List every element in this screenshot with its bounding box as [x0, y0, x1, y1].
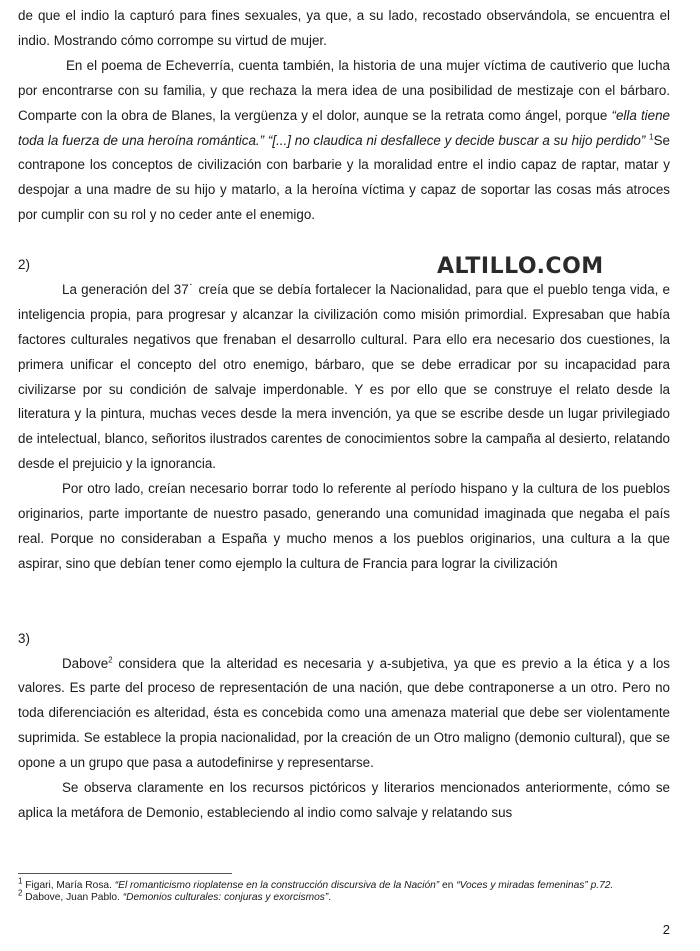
section-number-3: 3) — [18, 630, 30, 646]
footnote-1-title: “El romanticismo rioplatense en la construcción discursiva de la Nación” — [114, 880, 440, 891]
section-2-paragraph-2: Por otro lado, creían necesario borrar todo lo referente al período hispano y la cultura de los pueblos originarios, parte importante de nuestro pasado, generando una comunidad imaginada que negaba el país real. Porque no consideraban a España y mucho menos a los pueblos originarios, una cultura a la que aspirar, sino que debían tener como ejemplo la cultura de Francia para lograr la civilización — [18, 481, 670, 571]
echeverria-text-b: Se contrapone los conceptos de civilización con barbarie y la moralidad entre el indio capaz de raptar, matar y despojar a una madre de su hijo y matarlo, a la heroína víctima y capaz de soportar las cosas más atroces por cumplir con su rol y no ceder ante el enemigo. — [18, 132, 670, 223]
footnote-ref-1[interactable]: 1 — [649, 132, 654, 142]
echeverria-text-a: En el poema de Echeverría, cuenta también, la historia de una mujer víctima de cautiverio que lucha por encontrarse con su familia, y que rechaza la mera idea de una posibilidad de mestizaje con el bárbaro. Comparte con la obra de Blanes, la vergüenza y el dolor, aunque se la retrata como ángel, porque — [18, 57, 670, 123]
footnote-2-title: “Demonios culturales: conjuras y exorcismos” — [122, 892, 329, 903]
footnote-2-author: Dabove, Juan Pablo. — [25, 892, 123, 903]
footnotes — [18, 876, 658, 904]
footnote-1 — [18, 876, 658, 892]
footnote-1-source: “Voces y miradas femeninas” — [456, 880, 588, 891]
paragraph-continuation: de que el indio la capturó para fines sexuales, ya que, a su lado, recostado observándola, se encuentra el indio. Mostrando cómo corrompe su virtud de mujer. — [18, 8, 670, 48]
section-3-paragraph-2: Se observa claramente en los recursos pictóricos y literarios mencionados anteriormente, cómo se aplica la metáfora de Demonio, estableciendo al indio como salvaje y relatando sus — [18, 780, 670, 820]
page-number: 2 — [662, 922, 670, 937]
section-3-paragraph-1 — [18, 652, 670, 777]
footnote-2-tail: . — [328, 892, 332, 903]
body-text-upper — [18, 4, 670, 826]
section-number-2: 2) — [18, 257, 30, 273]
watermark-logo: ALTILLO.COM — [437, 254, 604, 279]
footnote-ref-2[interactable]: 2 — [108, 655, 113, 665]
footnote-divider — [18, 873, 232, 874]
footnote-1-author: Figari, María Rosa. — [25, 880, 115, 891]
footnote-2-number: 2 — [18, 888, 23, 898]
echeverria-quote: “ella tiene toda la fuerza de una heroína romántica.” “[...] no claudica ni desfallece y decide buscar a su hijo perdido” — [18, 107, 671, 148]
paragraph-echeverria — [18, 54, 670, 228]
section-3-paragraph-1-text: considera que la alteridad es necesaria y a-subjetiva, ya que es previo a la ética y a los valores. Es parte del proceso de representación de una nación, que debe contraponerse a un otro. Pero no toda diferenciación es alteridad, ésta es concebida como una amenaza material que debe ser violentamente suprimida. Se establece la propia nacionalidad, por la creación de un Otro maligno (demonio cultural), que se opone a un grupo que pasa a autodefinirse y representarse. — [18, 655, 670, 771]
footnote-1-tail: p.72. — [587, 880, 614, 891]
footnote-2 — [18, 888, 658, 904]
footnote-1-mid: en — [439, 880, 457, 891]
dabove-name: Dabove — [62, 655, 109, 671]
section-2-paragraph-1: La generación del 37˙ creía que se debía fortalecer la Nacionalidad, para que el pueblo tenga vida, e inteligencia propia, para progresar y alcanzar la civilización como misión primordial. Expresaban que había factores culturales negativos que frenaban el desarrollo cultural. Para ello era necesario dos cuestiones, la primera unificar el concepto del otro enemigo, bárbaro, que se debe erradicar por su incapacidad para civilizarse por su condición de salvaje imperdonable. Y es por ello que se construye el relato desde la literatura y la pintura, muchas veces desde la mera invención, ya que se escribe desde un lugar privilegiado de intelectual, blanco, señoritos ilustrados carentes de conocimientos sobre la campaña al desierto, relatando desde el prejuicio y la ignorancia. — [18, 281, 670, 472]
footnote-1-number: 1 — [18, 876, 23, 886]
